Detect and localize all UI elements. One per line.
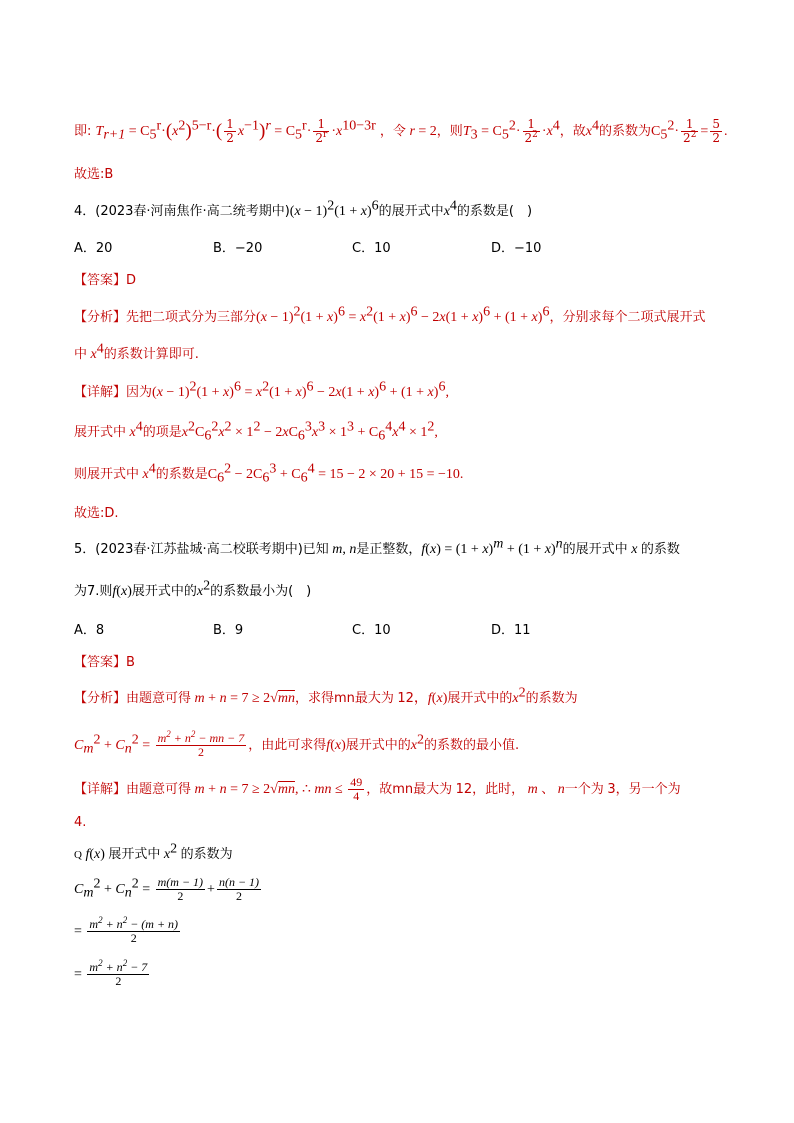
option-d: D．11 bbox=[491, 623, 531, 638]
choose-b-line: 故选:B bbox=[74, 167, 114, 182]
option-a: A．8 bbox=[74, 623, 105, 638]
q5-stem: 5．(2023春·江苏盐城·高二校联考期中)已知 m, n是正整数，$f(x) = (1 + x)^m + (1 + x)^n$的展开式中 x 的系数 bbox=[74, 536, 680, 557]
fraction: $\frac{5}{2}$ bbox=[712, 117, 720, 145]
q4-detail-coef: 则展开式中 $x^4$的系数是$C_6^2 - 2C_6^3 + C_6^4 = 15 - 2 \times 20 + 15 = -10$. bbox=[74, 461, 464, 486]
q4-options bbox=[74, 240, 630, 258]
q5-work-2: $C_m^2 + C_n^2$ = $\frac{m(m - 1)}{2}$ + $\frac{n(n - 1)}{2}$ bbox=[74, 875, 260, 903]
line-general-term: 即: $T_{r+1} = C_5^r\cdot(x^2)^{5-r}\cdot$( $\frac{1}{2}$ $x^{-1})^r = C_5^r\cdot$ $\frac{1}{2^r}$ $\cdot x^{10-3r}$ ，令 r = 2，则$T_3 = C_5^2\cdot$ $\frac{1}{2^2}$ $\cdot x^4$，故$x^4$的系数为$C_5^2\cdot$ $\frac{1}{2^2}$ = $\frac{5}{2}$ . bbox=[74, 117, 728, 145]
fraction: $\frac{m^2 + n^2 - mn - 7}{2}$ bbox=[157, 729, 245, 759]
option-d: D．−10 bbox=[491, 241, 542, 256]
q5-work-1: Q f(x) 展开式中 $x^2$ 的系数为 bbox=[74, 841, 233, 862]
q4-answer: 【答案】D bbox=[74, 273, 137, 288]
fraction: $\frac{1}{2}$ bbox=[226, 117, 234, 145]
fraction: $\frac{n(n - 1)}{2}$ bbox=[218, 875, 260, 903]
q5-detail-cont: 4. bbox=[74, 815, 87, 830]
q5-work-3: = $\frac{m^2 + n^2 - (m + n)}{2}$ bbox=[74, 915, 179, 945]
fraction: $\frac{m(m - 1)}{2}$ bbox=[157, 875, 204, 903]
fraction: $\frac{m^2 + n^2 - 7}{2}$ bbox=[89, 958, 148, 988]
q4-choose: 故选:D. bbox=[74, 506, 119, 521]
option-b: B．9 bbox=[213, 623, 244, 638]
q5-work-4: = $\frac{m^2 + n^2 - 7}{2}$ bbox=[74, 958, 148, 988]
q5-stem-cont: 为7.则f(x)展开式中的$x^2$的系数最小为( ) bbox=[74, 578, 312, 599]
fraction: $\frac{1}{2^2}$ bbox=[683, 117, 697, 145]
option-b: B．−20 bbox=[213, 241, 263, 256]
fraction: $\frac{1}{2^2}$ bbox=[524, 117, 538, 145]
q4-detail: 【详解】因为$(x - 1)^2(1 + x)^6 = x^2(1 + x)^6 - 2x(1 + x)^6 + (1 + x)^6$, bbox=[74, 379, 449, 400]
q5-analysis-cont: $C_m^2 + C_n^2$ = $\frac{m^2 + n^2 - mn - 7}{2}$ ，由此可求得f(x)展开式中的$x^2$的系数的最小值. bbox=[74, 729, 520, 759]
q4-analysis: 【分析】先把二项式分为三部分$(x - 1)^2(1 + x)^6 = x^2(1 + x)^6 - 2x(1 + x)^6 + (1 + x)^6$，分别求每个二项式展开式 bbox=[74, 304, 706, 325]
q5-detail: 【详解】由题意可得 m + n = 7 ≥ 2√mn, ∴ mn ≤ $\frac{49}{4}$ ，故mn最大为 12，此时， m 、 n一个为 3，另一个为 bbox=[74, 775, 681, 803]
option-c: C．10 bbox=[352, 623, 391, 638]
fraction: $\frac{1}{2^r}$ bbox=[315, 117, 328, 145]
q5-options bbox=[74, 622, 630, 640]
option-c: C．10 bbox=[352, 241, 391, 256]
q4-detail-terms: 展开式中 $x^4$的项是$x^2C_6^2x^2 \times 1^2 - 2xC_6^3x^3 \times 1^3 + C_6^4x^4 \times 1^2$, bbox=[74, 419, 438, 444]
q4-stem: 4．(2023春·河南焦作·高二统考期中)$(x - 1)^2(1 + x)^6$的展开式中$x^4$的系数是( ) bbox=[74, 198, 533, 219]
q5-answer: 【答案】B bbox=[74, 655, 135, 670]
prefix-text: 即: bbox=[74, 124, 92, 139]
option-a: A．20 bbox=[74, 241, 113, 256]
fraction: $\frac{49}{4}$ bbox=[350, 775, 363, 803]
let-text: ，令 bbox=[379, 124, 406, 139]
fraction: $\frac{m^2 + n^2 - (m + n)}{2}$ bbox=[89, 915, 179, 945]
q5-analysis: 【分析】由题意可得 m + n = 7 ≥ 2√mn，求得mn最大为 12，f(x)展开式中的$x^2$的系数为 bbox=[74, 685, 578, 706]
q4-analysis-cont: 中 $x^4$的系数计算即可. bbox=[74, 341, 199, 362]
